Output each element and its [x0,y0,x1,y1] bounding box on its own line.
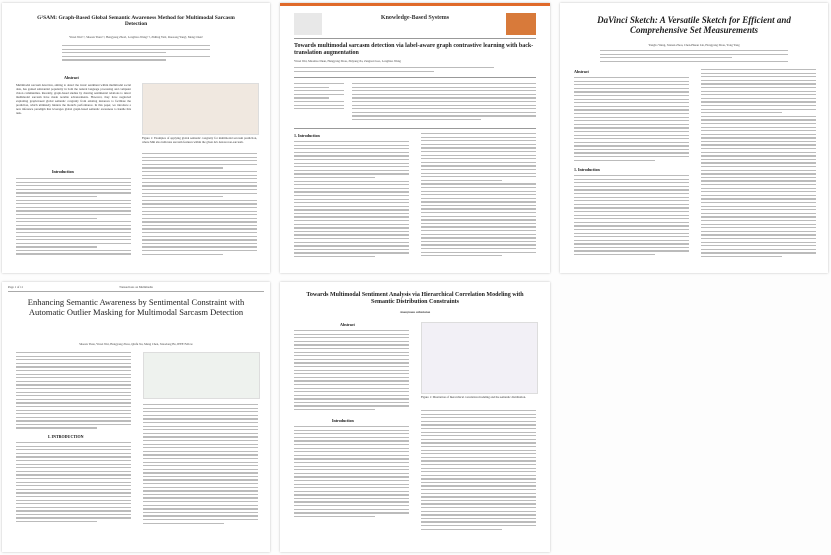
page-header-left: Page 1 of 11 [8,285,23,289]
journal-name: Knowledge-Based Systems [380,15,450,21]
intro-text [16,178,131,257]
page-header-center: Transactions on Multimedia [119,285,153,289]
right-column-text [142,153,257,257]
affiliations [600,50,788,64]
left-column-text [294,141,409,260]
right-column-text [421,133,536,259]
intro-heading: I. INTRODUCTION [48,434,84,439]
paper-authors: Yiwei Wei¹·², Shaozu Yuan¹·³, Hengyang Zhou¹, Longbiao Wang¹·⁴, Zhiling Yan¹, Ruosong Yang¹, Meng Chen¹ [69,35,203,39]
abstract-heading: Abstract [574,69,589,74]
abstract-text [294,330,409,413]
paper-title: Towards multimodal sarcasm detection via label-aware graph contrastive learning with back-translation augmentation [294,43,534,56]
paper-page-msa[interactable] [280,282,550,552]
article-info [294,83,344,112]
paper-page-tmm[interactable] [2,282,270,552]
intro-text [16,442,131,525]
paper-authors: Yiwei Wei, Maomao Duan, Hengyang Zhou, Zhiyang Jia, Zengwei Gao, Longbiao Wang [294,59,401,63]
paper-title: G²SAM: Graph-Based Global Semantic Awareness Method for Multimodal Sarcasm Detection [37,15,235,28]
paper-authors: Anonymous submission [399,310,431,314]
paper-title: Towards Multimodal Sentiment Analysis via Hierarchical Correlation Modeling with Semantic Distribution Constraints [306,292,524,305]
journal-top-bar [280,3,550,6]
intro-heading: 1. Introduction [574,167,600,172]
affiliations [62,45,210,63]
paper-authors: Yangbo Wang, Xianan Zhou, Chen-Hsuan Lin, Hongyang Zhou, Yong Yang [648,43,740,47]
intro-text [294,426,409,519]
abstract-text [352,83,536,123]
paper-authors: Shaozu Yuan, Yiwei Wei, Hengyang Zhou, Qinfu Xu, Meng Chen, Xiaodong He, IEEE Fellow [79,342,193,346]
figure-1 [421,322,538,394]
right-column-text [143,404,258,526]
right-column-text [421,410,536,532]
intro-text [574,175,689,258]
right-column-text [701,69,816,259]
figure-1 [142,83,259,135]
divider [8,291,264,292]
figure-caption: Figure 1: Examples of applying global semantic congruity for multimodal sarcasm prediction, where Mm also indicates sarcasm features within the given dev denote non-sarcasm. [142,136,257,144]
abstract-text [16,352,131,431]
paper-title: Enhancing Semantic Awareness by Sentimental Constraint with Automatic Outlier Masking for Multimodal Sarcasm Detection [27,297,245,317]
divider [294,128,536,129]
intro-heading: 1. Introduction [294,133,320,138]
publisher-logo [294,13,322,35]
affiliations [294,67,494,74]
paper-title: DaVinci Sketch: A Versatile Sketch for Efficient and Comprehensive Set Measurements [597,15,791,36]
figure-1 [143,352,260,399]
figure-caption: Figure 1: Illustration of hierarchical correlation modeling and the semantic distribution. [421,395,527,399]
paper-page-davinci[interactable] [560,3,828,273]
abstract-heading: Abstract [64,75,79,80]
intro-heading: Introduction [52,169,74,174]
divider [294,38,536,39]
abstract-text [574,77,689,163]
paper-page-g2sam[interactable] [2,3,270,273]
abstract-heading: Abstract [340,322,355,327]
intro-heading: Introduction [332,418,354,423]
paper-page-kbs[interactable] [280,3,550,273]
abstract-text: Multimodal sarcasm detection, aiming to detect the ironic sentiment within multimodal social data, has gained substantial popularity in both the natural language processing and computer vision communities. Recently, graph-based studies by drawing sentimental relations to detect multimodal sarcasm have made notable advancements. However, they have neglected exploiting graph-based global semantic congruity from existing instances to facilitate the prediction, which ultimately hinders the model's performance. In this paper, we introduce a new inference paradigm that leverages global graph-based semantic awareness to handle this task. [16,83,131,115]
divider [294,77,536,78]
journal-cover [506,13,536,35]
